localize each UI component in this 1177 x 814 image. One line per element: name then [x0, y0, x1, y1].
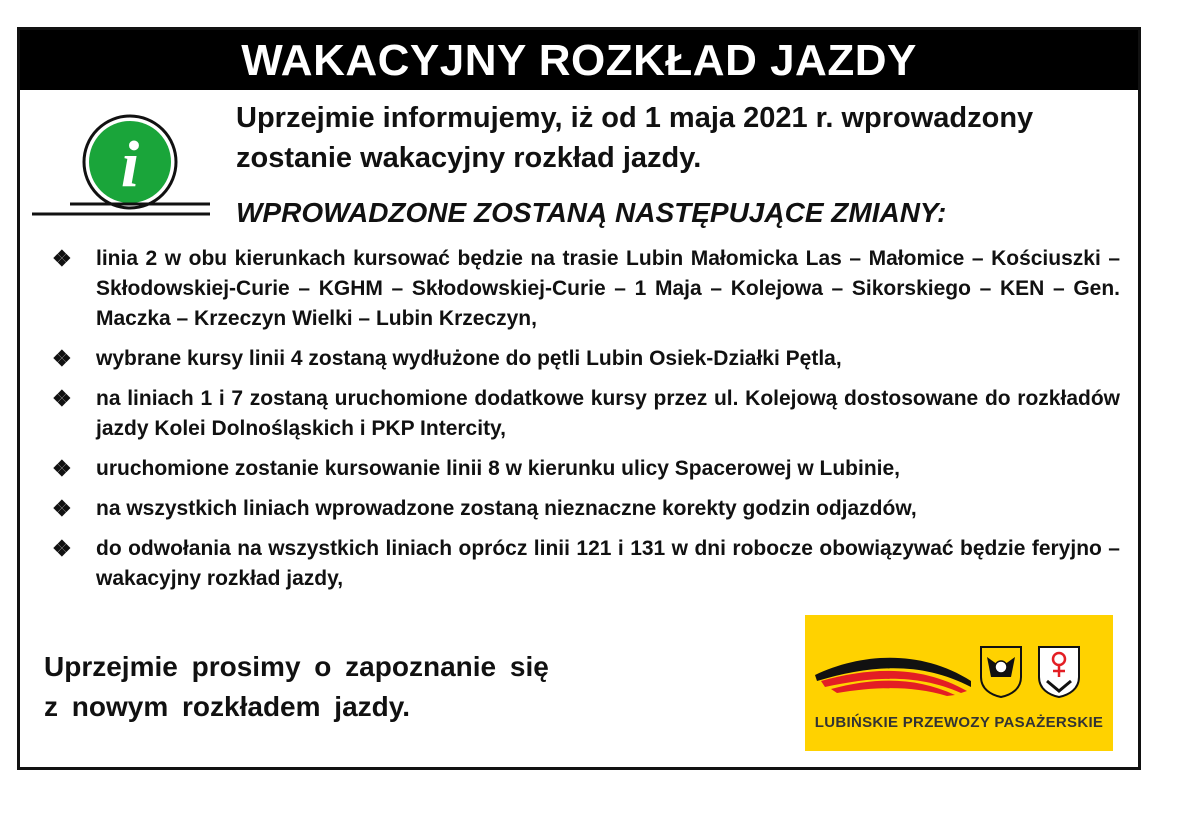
intro-line-2: zostanie wakacyjny rozkład jazdy.: [236, 142, 702, 174]
list-item-text: na liniach 1 i 7 zostaną uruchomione dodatkowe kursy przez ul. Kolejową dostosowane do rozkładów jazdy Kolei Dolnośląskich i PKP Intercity,: [96, 387, 1120, 440]
train-swoosh-icon: [811, 641, 981, 701]
info-icon: [32, 112, 222, 232]
list-item-text: na wszystkich liniach wprowadzone zostaną nieznaczne korekty godzin odjazdów,: [96, 497, 917, 520]
list-item: [50, 244, 1120, 334]
closing-line-1: Uprzejmie prosimy o zapoznanie się: [44, 651, 549, 682]
changes-list: [50, 244, 1120, 604]
closing-text: [44, 647, 644, 727]
diamond-bullet-icon: ❖: [52, 496, 72, 521]
list-item: [50, 494, 1120, 524]
svg-text:i: i: [120, 128, 140, 201]
closing-line-2: z nowym rozkładem jazdy.: [44, 691, 411, 722]
coat-of-arms-icon: [977, 643, 1025, 699]
coat-of-arms-icon: [1035, 643, 1083, 699]
list-item-text: do odwołania na wszystkich liniach oprócz linii 121 i 131 w dni robocze obowiązywać będzie feryjno – wakacyjny rozkład jazdy,: [96, 537, 1120, 590]
changes-heading: WPROWADZONE ZOSTANĄ NASTĘPUJĄCE ZMIANY:: [236, 197, 947, 228]
intro-line-1: Uprzejmie informujemy, iż od 1 maja 2021 r. wprowadzony: [236, 102, 1034, 134]
list-item: [50, 454, 1120, 484]
company-name: LUBIŃSKIE PRZEWOZY PASAŻERSKIE: [814, 714, 1104, 731]
list-item: [50, 384, 1120, 444]
list-item-text: wybrane kursy linii 4 zostaną wydłużone do pętli Lubin Osiek-Działki Pętla,: [96, 347, 842, 370]
company-logo: [805, 615, 1113, 751]
notice-frame: [17, 27, 1141, 770]
diamond-bullet-icon: ❖: [52, 456, 72, 481]
list-item: [50, 344, 1120, 374]
intro-text: [236, 98, 1126, 178]
list-item-text: uruchomione zostanie kursowanie linii 8 w kierunku ulicy Spacerowej w Lubinie,: [96, 457, 901, 480]
list-item-text: linia 2 w obu kierunkach kursować będzie na trasie Lubin Małomicka Las – Małomice – Kościuszki – Skłodowskiej-Curie – KGHM – Skłodowskiej-Curie – 1 Maja – Kolejowa – Sikorskiego – KEN – Gen. Maczka – Krzeczyn Wielki – Lubin Krzeczyn,: [96, 247, 1120, 330]
diamond-bullet-icon: ❖: [52, 246, 72, 271]
diamond-bullet-icon: ❖: [52, 386, 72, 411]
diamond-bullet-icon: ❖: [52, 346, 72, 371]
list-item: [50, 534, 1120, 594]
diamond-bullet-icon: ❖: [52, 536, 72, 561]
notice-title: WAKACYJNY ROZKŁAD JAZDY: [20, 30, 1138, 90]
